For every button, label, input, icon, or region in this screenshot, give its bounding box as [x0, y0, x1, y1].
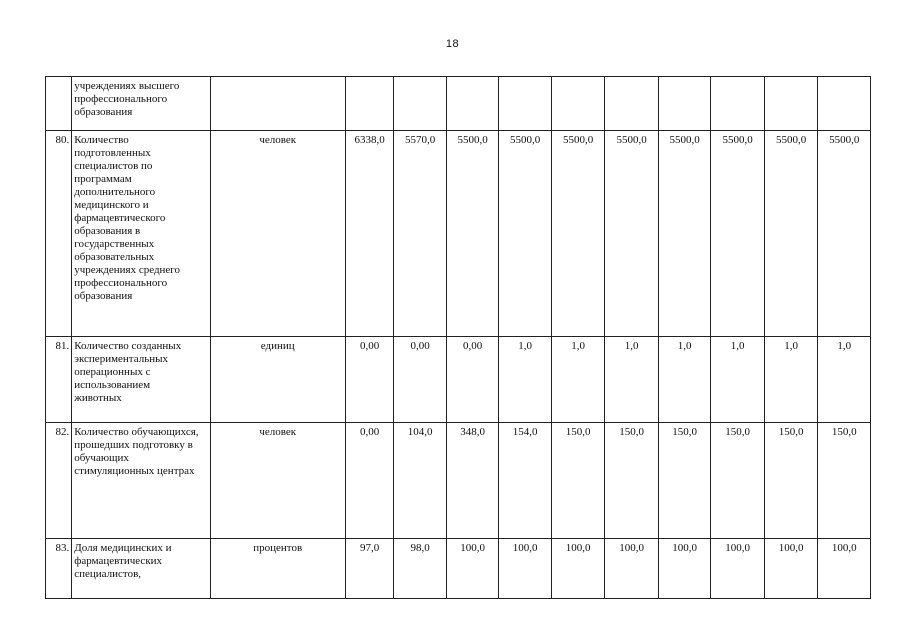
indicator-name-text: Количество подготовленных специалистов по программам дополнительного медицинского и фармацевтического образования в государственных образовательных учреждениях среднего профессионального образования — [74, 134, 181, 302]
value-cell: 1,0 — [551, 337, 605, 423]
value-cell: 1,0 — [818, 337, 871, 423]
value-cell — [658, 77, 711, 131]
value-cell: 1,0 — [605, 337, 659, 423]
value-cell: 150,0 — [551, 423, 605, 539]
unit-cell — [210, 77, 345, 131]
value-cell: 5500,0 — [818, 131, 871, 337]
value-cell: 5570,0 — [394, 131, 447, 337]
value-cell: 100,0 — [818, 539, 871, 599]
value-cell — [394, 77, 447, 131]
value-cell: 100,0 — [764, 539, 818, 599]
indicator-name-cell — [72, 77, 210, 131]
value-cell: 150,0 — [711, 423, 765, 539]
indicator-name-cell — [72, 131, 210, 337]
indicator-name-text: Доля медицинских и фармацевтических специалистов, — [74, 542, 172, 580]
value-cell: 100,0 — [551, 539, 605, 599]
row-index-cell: 83. — [46, 539, 72, 599]
value-cell: 1,0 — [764, 337, 818, 423]
value-cell: 5500,0 — [764, 131, 818, 337]
unit-cell: человек — [210, 423, 345, 539]
value-cell: 98,0 — [394, 539, 447, 599]
value-cell: 5500,0 — [446, 131, 499, 337]
unit-cell: человек — [210, 131, 345, 337]
value-cell: 150,0 — [764, 423, 818, 539]
value-cell: 1,0 — [711, 337, 765, 423]
indicators-table — [45, 76, 871, 599]
value-cell: 348,0 — [446, 423, 499, 539]
value-cell: 5500,0 — [658, 131, 711, 337]
table-row — [46, 77, 871, 131]
value-cell: 0,00 — [394, 337, 447, 423]
value-cell — [345, 77, 393, 131]
value-cell: 0,00 — [446, 337, 499, 423]
value-cell: 1,0 — [499, 337, 552, 423]
row-index-cell: 82. — [46, 423, 72, 539]
value-cell: 0,00 — [345, 337, 393, 423]
value-cell — [605, 77, 659, 131]
value-cell: 150,0 — [605, 423, 659, 539]
indicator-name-text: учреждениях высшего профессионального образования — [74, 80, 180, 118]
table-row — [46, 539, 871, 599]
value-cell: 104,0 — [394, 423, 447, 539]
value-cell: 1,0 — [658, 337, 711, 423]
value-cell: 5500,0 — [551, 131, 605, 337]
indicator-name-cell — [72, 423, 210, 539]
value-cell: 150,0 — [818, 423, 871, 539]
value-cell: 154,0 — [499, 423, 552, 539]
value-cell: 0,00 — [345, 423, 393, 539]
value-cell: 100,0 — [446, 539, 499, 599]
table-row — [46, 423, 871, 539]
row-index-cell — [46, 77, 72, 131]
unit-cell: единиц — [210, 337, 345, 423]
value-cell: 150,0 — [658, 423, 711, 539]
page-number: 18 — [445, 38, 460, 50]
value-cell: 100,0 — [605, 539, 659, 599]
indicator-name-text: Количество созданных экспериментальных операционных с использованием животных — [74, 340, 182, 404]
value-cell — [711, 77, 765, 131]
value-cell — [499, 77, 552, 131]
table-row — [46, 337, 871, 423]
value-cell — [818, 77, 871, 131]
value-cell: 100,0 — [499, 539, 552, 599]
value-cell: 100,0 — [658, 539, 711, 599]
value-cell: 6338,0 — [345, 131, 393, 337]
row-index-cell: 80. — [46, 131, 72, 337]
indicator-name-cell — [72, 539, 210, 599]
value-cell: 100,0 — [711, 539, 765, 599]
indicator-name-cell — [72, 337, 210, 423]
value-cell: 97,0 — [345, 539, 393, 599]
value-cell — [446, 77, 499, 131]
value-cell: 5500,0 — [499, 131, 552, 337]
indicator-name-text: Количество обучающихся, прошедших подготовку в обучающих стимуляционных центрах — [74, 426, 199, 477]
value-cell: 5500,0 — [605, 131, 659, 337]
value-cell: 5500,0 — [711, 131, 765, 337]
unit-cell: процентов — [210, 539, 345, 599]
row-index-cell: 81. — [46, 337, 72, 423]
value-cell — [551, 77, 605, 131]
value-cell — [764, 77, 818, 131]
table-row — [46, 131, 871, 337]
